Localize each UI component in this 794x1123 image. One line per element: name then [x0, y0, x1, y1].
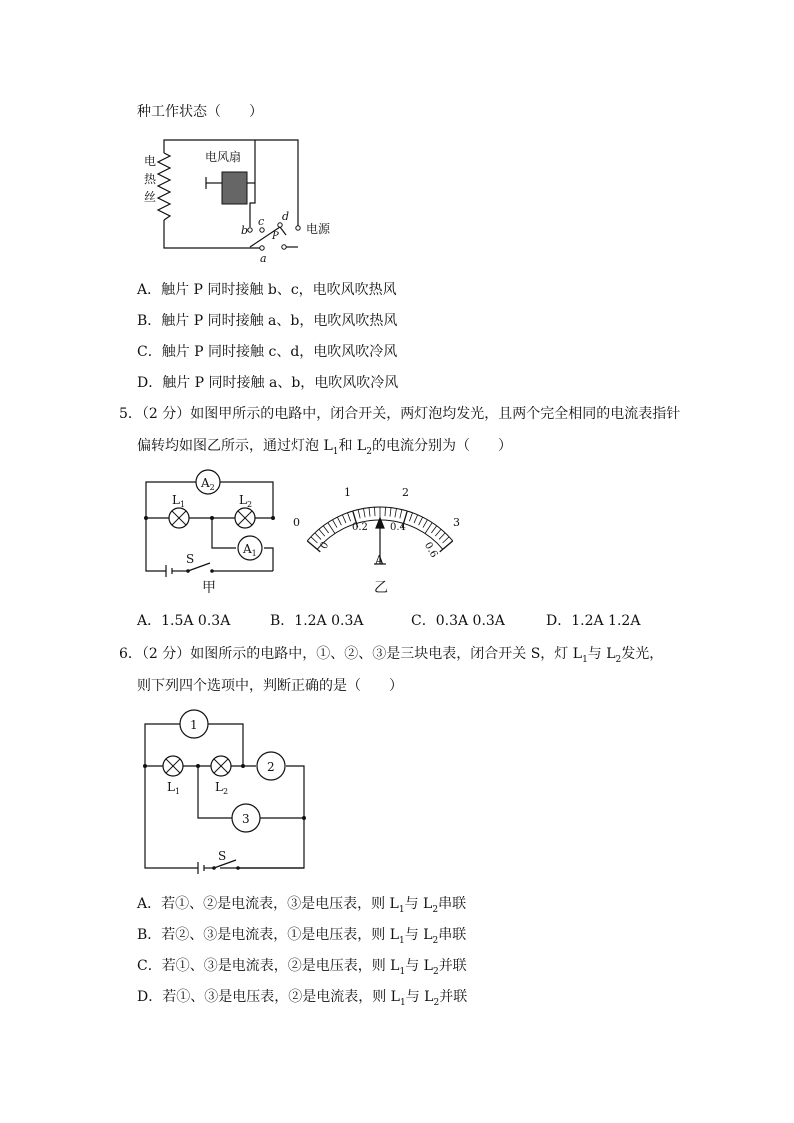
- needle-a-label: A: [375, 553, 384, 567]
- dial-tick: [369, 508, 370, 517]
- q4-stem-tail: 种工作状态（ ）: [137, 104, 263, 120]
- dial-tick: [390, 508, 391, 517]
- svg-text:3: 3: [242, 812, 250, 826]
- inner-tick-02: 0.2: [352, 522, 368, 533]
- outer-tick-3: 3: [453, 516, 460, 529]
- svg-text:2: 2: [267, 760, 275, 774]
- lamp-l1-icon: [163, 756, 183, 776]
- q4-hairdryer-circuit-figure: [140, 135, 340, 265]
- q6-circuit-figure: [140, 710, 310, 875]
- dial-tick: [348, 513, 351, 521]
- svg-text:S: S: [186, 552, 195, 566]
- dial-tick: [419, 517, 423, 525]
- inner-tick-0: 0: [318, 540, 332, 552]
- dial-tick: [374, 507, 375, 516]
- dial-tick: [440, 541, 453, 552]
- heater-label-1: 电: [144, 154, 157, 168]
- q5-option-d[interactable]: D．1.2A 1.2A: [546, 613, 641, 629]
- svg-text:A2: $A_2$: [201, 476, 215, 492]
- svg-text:L1: $L_1$: [172, 493, 186, 509]
- lamp-l2-icon: [235, 508, 255, 528]
- dial-tick: [311, 537, 318, 543]
- heater-label-3: 丝: [144, 190, 157, 204]
- dial-tick: [414, 515, 418, 523]
- inner-tick-06: 0.6: [421, 540, 440, 560]
- contact-a: a: [260, 252, 267, 265]
- dial-tick: [431, 526, 436, 533]
- dial-tick: [425, 523, 432, 534]
- q4-option-a[interactable]: A．触片 P 同时接触 b、c，电吹风吹热风: [137, 282, 397, 298]
- q5-ammeter-dial-figure: [290, 482, 470, 597]
- q5-option-c[interactable]: C．0.3A 0.3A: [411, 613, 505, 629]
- svg-text:L2: $L_2$: [215, 780, 229, 796]
- figure-caption-jia: 甲: [202, 580, 216, 596]
- dial-tick: [358, 510, 360, 519]
- dial-tick: [409, 513, 412, 521]
- q5-option-a[interactable]: A．1.5A 0.3A: [137, 613, 231, 629]
- q6-option-a[interactable]: A．若①、②是电流表，③是电压表，则 $L_1$与 $L_2$串联: [137, 896, 467, 915]
- dial-tick: [364, 508, 366, 517]
- dial-tick: [443, 537, 450, 543]
- outer-tick-1: 1: [344, 486, 351, 499]
- figure-caption-yi: 乙: [374, 580, 388, 596]
- q5-circuit-jia-figure: [140, 468, 285, 598]
- power-label: 电源: [306, 222, 331, 236]
- q4-option-b[interactable]: B．触片 P 同时接触 a、b，电吹风吹热风: [137, 313, 398, 329]
- q5-stem-line1: 5．（2 分）如图甲所示的电路中，闭合开关，两灯泡均发光，且两个完全相同的电流表指针: [119, 406, 681, 422]
- svg-text:L1: $L_1$: [167, 780, 181, 796]
- dial-tick: [337, 517, 341, 525]
- svg-text:S: S: [218, 849, 227, 863]
- lamp-l2-icon: [211, 756, 231, 776]
- slider-p-label: P: [272, 231, 279, 242]
- q4-option-c[interactable]: C．触片 P 同时接触 c、d，电吹风吹冷风: [137, 344, 398, 360]
- q6-stem-line1: 6．（2 分）如图所示的电路中，①、②、③是三块电表，闭合开关 S，灯 $L_1$与 $L_2$发光，: [119, 646, 664, 665]
- dial-tick: [319, 529, 325, 536]
- svg-text:L2: $L_2$: [239, 493, 253, 509]
- q6-option-b[interactable]: B．若②、③是电流表，①是电压表，则 $L_1$与 $L_2$串联: [137, 927, 467, 946]
- q6-option-d[interactable]: D．若①、③是电压表，②是电流表，则 $L_1$与 $L_2$并联: [137, 989, 468, 1008]
- dial-tick: [333, 520, 338, 528]
- contact-c: c: [258, 215, 265, 228]
- dial-tick: [315, 533, 321, 540]
- dial-tick: [328, 523, 335, 534]
- outer-tick-2: 2: [402, 486, 409, 499]
- inner-tick-04: 0.4: [390, 522, 406, 533]
- fan-label: 电风扇: [205, 150, 242, 164]
- q6-stem-line2: 则下列四个选项中，判断正确的是（ ）: [137, 678, 403, 694]
- dial-tick: [395, 508, 397, 517]
- q6-option-c[interactable]: C．若①、③是电流表，②是电压表，则 $L_1$与 $L_2$并联: [137, 958, 467, 977]
- dial-tick: [323, 526, 328, 533]
- q5-stem-line2: 偏转均如图乙所示，通过灯泡 $L_1$和 $L_2$的电流分别为（ ）: [137, 438, 512, 457]
- dial-tick: [342, 515, 346, 523]
- q5-option-b[interactable]: B．1.2A 0.3A: [270, 613, 364, 629]
- dial-tick: [439, 533, 445, 540]
- lamp-l1-icon: [169, 508, 189, 528]
- dial-tick: [385, 507, 386, 516]
- fan-motor-box: [222, 172, 247, 204]
- svg-text:A1: $A_1$: [243, 542, 257, 558]
- dial-tick: [435, 529, 441, 536]
- svg-text:1: 1: [190, 718, 198, 732]
- heater-label-2: 热: [144, 172, 157, 186]
- dial-tick: [400, 510, 402, 519]
- q4-option-d[interactable]: D．触片 P 同时接触 a、b，电吹风吹冷风: [137, 375, 399, 391]
- dial-tick: [423, 520, 428, 528]
- contact-d: d: [282, 210, 290, 223]
- outer-tick-0: 0: [293, 516, 300, 529]
- contact-b: b: [241, 224, 249, 237]
